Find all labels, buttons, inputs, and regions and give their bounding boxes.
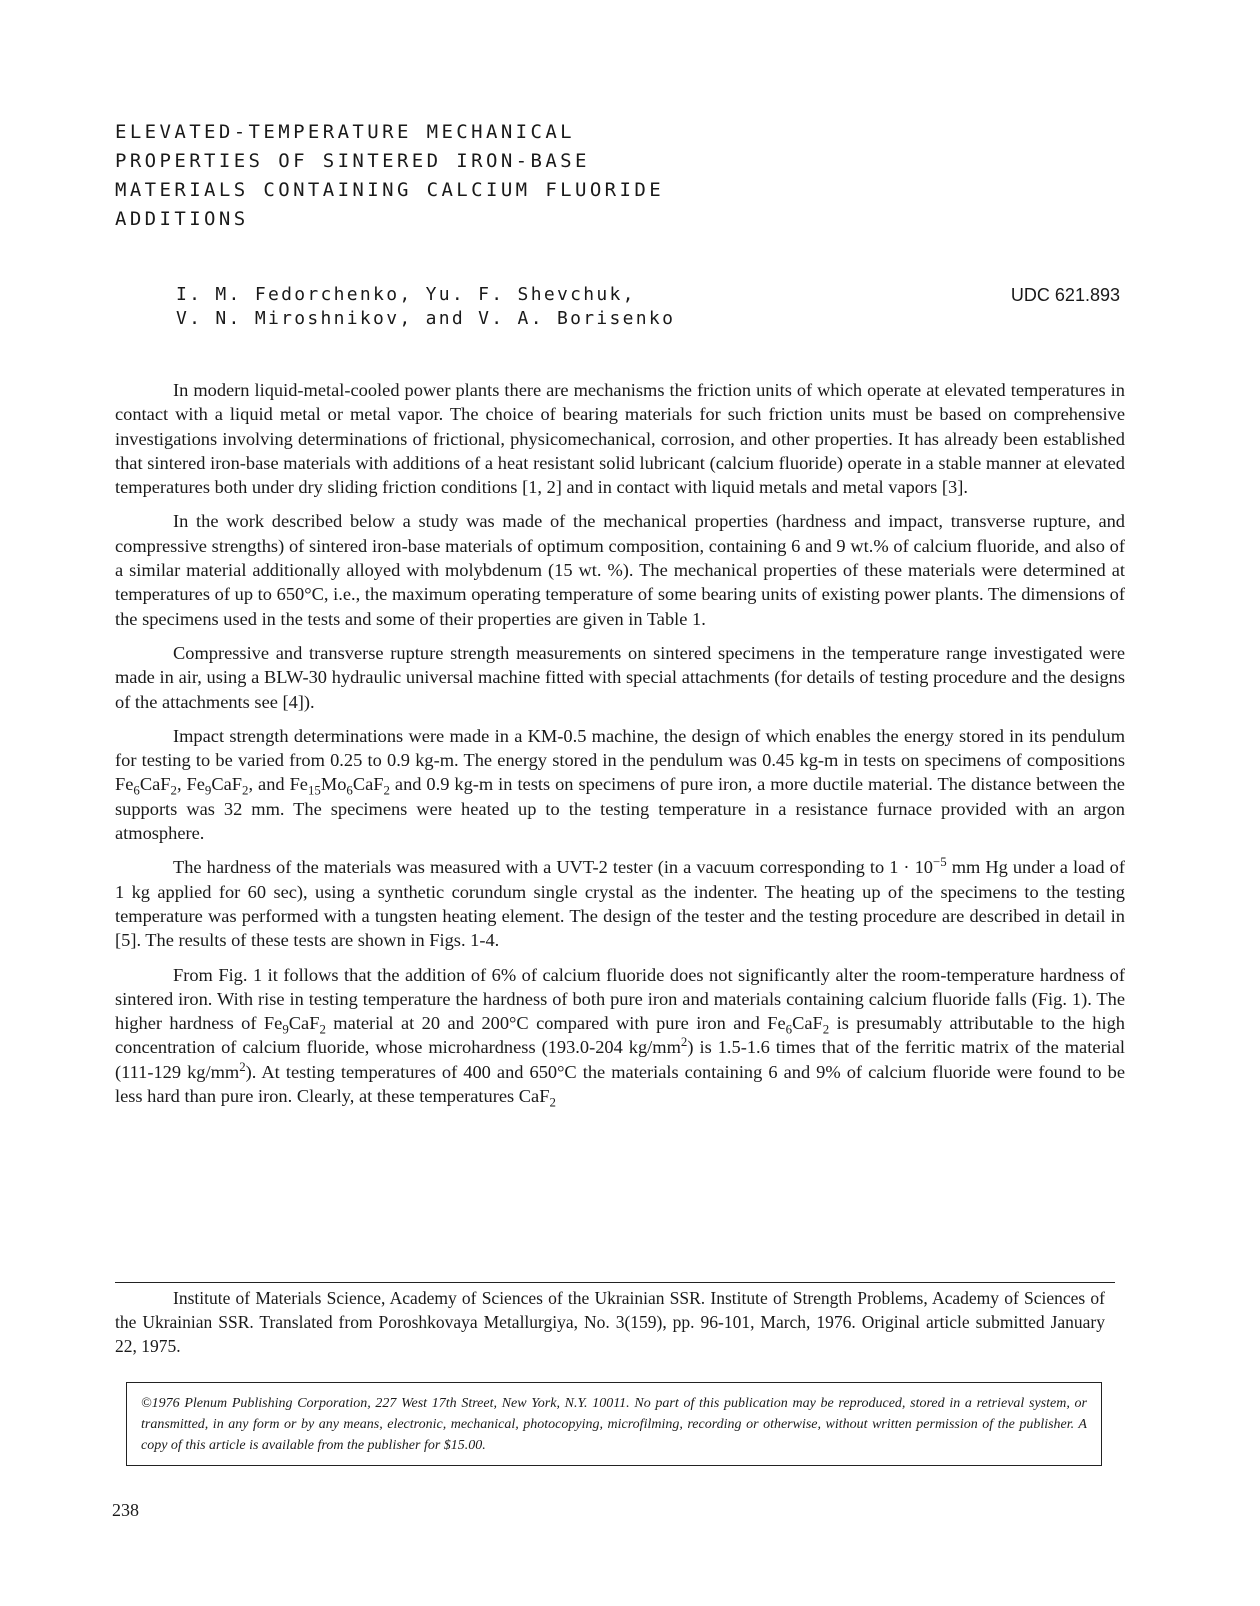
text-run: and 0.9 kg-m in tests on specimens of pure iron, a more ductile material. The distance between the supports was 32 mm. The specimens were heated up to the testing temperature in a resistance furnace provided with an argon atmosphere. xyxy=(115,774,1125,844)
text-run: Impact strength determinations were made in a KM-0.5 machine, the design of which enables the energy stored in its pendulum for testing to be varied from 0.25 to 0.9 kg-m. The energy stored in the pendulum was 0.45 kg-m in tests on specimens of compositions xyxy=(115,725,1125,771)
formula: $Fe_9CaF_2$ xyxy=(263,1013,326,1037)
text-run: The hardness of the materials was measured with a UVT-2 tester (in a vacuum corresponding to 1 · 10 xyxy=(173,857,933,878)
paragraph: In the work described below a study was made of the mechanical properties (hardness and impact, transverse rupture, and compressive strengths) of sintered iron-base materials of optimum composition, containing 6 and 9 wt.% of calcium fluoride, and also of a similar material additionally alloyed with molybdenum (15 wt. %). The mechanical properties of these materials were determined at temperatures of up to 650°C, i.e., the maximum operating temperature of some bearing units of existing power plants. The dimensions of the specimens used in the tests and some of their properties are given in Table 1. xyxy=(115,511,1125,629)
author-line: V. N. Miroshnikov, and V. A. Borisenko xyxy=(176,308,676,329)
author-list xyxy=(176,283,675,331)
copyright-text: ©1976 Plenum Publishing Corporation, 227 West 17th Street, New York, N.Y. 10011. No part of this publication may be reproduced, stored in a retrieval system, or transmitted, in any form or by any means, electronic, mechanical, photocopying, microfilming, recording or otherwise, without written permission of the publisher. A copy of this article is available from the publisher for $15.00. xyxy=(141,1396,1087,1453)
affiliation-footnote xyxy=(115,1286,1105,1358)
text-run: From Fig. 1 it follows that the addition of 6% of calcium fluoride does not significantly alter the room-temperature hardness of sintered iron. With rise in testing temperature the hardness of both pure iron and materials containing calcium fluoride falls (Fig. 1). The higher hardness of xyxy=(115,964,1125,1034)
formula: $Fe_6CaF_2$ xyxy=(115,774,177,799)
paragraph xyxy=(115,855,1125,952)
article-title xyxy=(115,118,915,234)
text-run: material at 20 and 200°C compared with pure iron and xyxy=(325,1013,768,1034)
formula: $Fe_9CaF_2$ xyxy=(186,774,249,799)
text-run: ) is 1.5-1.6 times that of the ferritic matrix of the material (111-129 kg/mm xyxy=(115,1037,1125,1082)
footnote-divider xyxy=(115,1282,1115,1283)
paragraph: Compressive and transverse rupture strength measurements on sintered specimens in the temperature range investigated were made in air, using a BLW-30 hydraulic universal machine fitted with special attachments (for details of testing procedure and the designs of the attachments see [4]). xyxy=(115,642,1125,712)
exponent: 2 xyxy=(680,1035,688,1050)
conjunction: and xyxy=(258,774,285,795)
page-number: 238 xyxy=(112,1500,139,1520)
exponent: −5 xyxy=(932,855,947,870)
footnote-text: Institute of Materials Science, Academy of Sciences of the Ukrainian SSR. Institute of Strength Problems, Academy of Sciences of the Ukrainian SSR. Translated from Poroshkovaya Metallurgiya, No. 3(159), pp. 96-101, March, 1976. Original article submitted January 22, 1975. xyxy=(115,1288,1105,1356)
udc-code: UDC 621.893 xyxy=(1010,285,1120,305)
text-run: mm Hg under a load of 1 kg applied for 60 sec), using a synthetic corundum single crystal as the indenter. The heating up of the specimens to the testing temperature was performed with a tungsten heating element. The design of the tester and the testing procedure are described in detail in [5]. The results of these tests are shown in Figs. 1-4. xyxy=(115,857,1125,951)
exponent: 2 xyxy=(239,1059,246,1074)
paragraph: Impact strength determinations were made in a KM-0.5 machine, the design of which enables the energy stored in its pendulum for testing to be varied from 0.25 to 0.9 kg-m. The energy stored in the pendulum was 0.45 kg-m in tests on specimens of compositions $Fe_6CaF_2$, $Fe_9CaF_2$, and $Fe_{15}Mo_6CaF_2$ and 0.9 kg-m in tests on specimens of pure iron, a more ductile material. The distance between the supports was 32 mm. The specimens were heated up to the testing temperature in a resistance furnace provided with an argon atmosphere. xyxy=(115,725,1125,844)
formula: CaF$_2$ xyxy=(518,1086,556,1110)
author-line: I. M. Fedorchenko, Yu. F. Shevchuk, xyxy=(176,284,636,305)
text-run: is presumably attributable to the high concentration of calcium fluoride, whose microhardness (193.0-204 kg/mm xyxy=(115,1013,1125,1058)
title-line: ADDITIONS xyxy=(115,208,249,230)
paragraph xyxy=(115,963,1125,1109)
title-line: MATERIALS CONTAINING CALCIUM FLUORIDE xyxy=(115,179,665,201)
copyright-box xyxy=(126,1382,1102,1466)
text-run: ). At testing temperatures of 400 and 650°C the materials containing 6 and 9% of calcium fluoride were found to be less hard than pure iron. Clearly, at these temperatures xyxy=(115,1061,1126,1107)
title-line: PROPERTIES OF SINTERED IRON-BASE xyxy=(115,150,590,172)
paragraph: In modern liquid-metal-cooled power plants there are mechanisms the friction units of which operate at elevated temperatures in contact with a liquid metal or metal vapor. The choice of bearing materials for such friction units must be based on comprehensive investigations involving determinations of frictional, physicomechanical, corrosion, and other properties. It has already been established that sintered iron-base materials with additions of a heat resistant solid lubricant (calcium fluoride) operate in a stable manner at elevated temperatures both under dry sliding friction conditions [1, 2] and in contact with liquid metals and metal vapors [3]. xyxy=(115,380,1125,498)
formula: $Fe_6CaF_2$ xyxy=(767,1013,830,1037)
article-body xyxy=(115,378,1125,1118)
formula: $Fe_{15}Mo_6CaF_2$ xyxy=(289,774,390,799)
title-line: ELEVATED-TEMPERATURE MECHANICAL xyxy=(115,121,576,143)
